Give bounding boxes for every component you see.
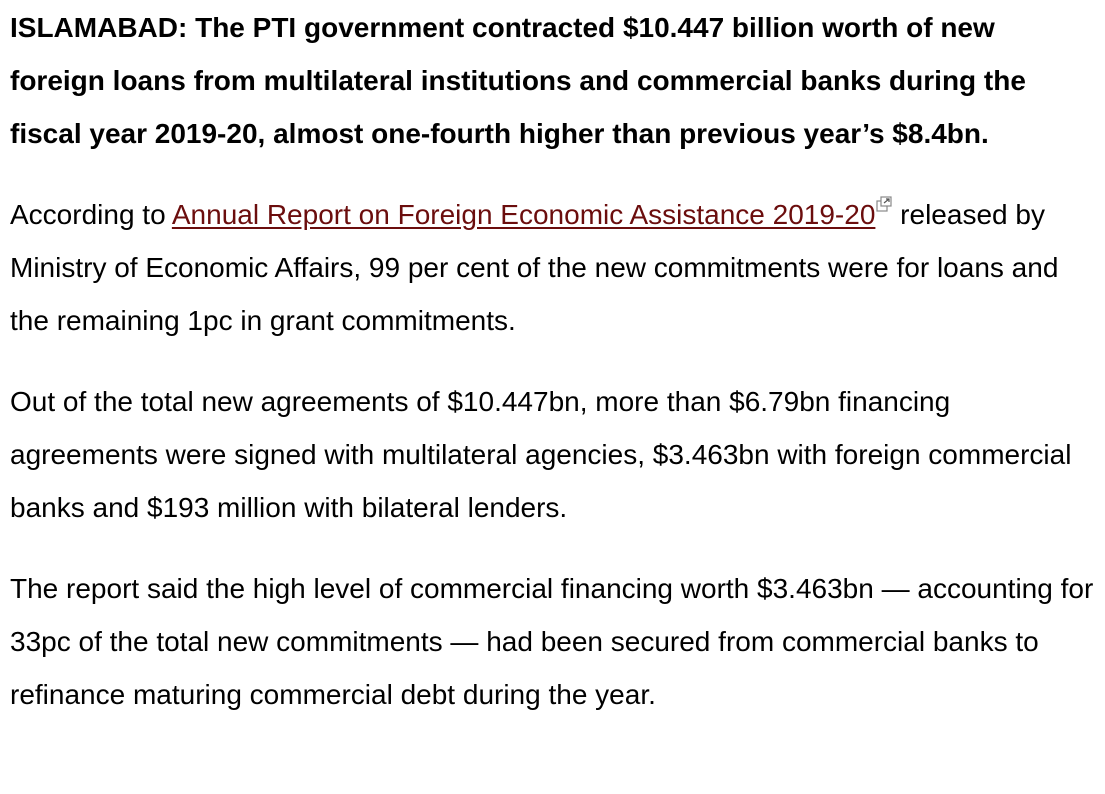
annual-report-link[interactable]: Annual Report on Foreign Economic Assistance 2019-20 xyxy=(171,199,876,230)
article-paragraph-2: Out of the total new agreements of $10.447bn, more than $6.79bn financing agreements were signed with multilateral agencies, $3.463bn with foreign commercial banks and $193 million with bilateral lenders. xyxy=(10,386,1072,523)
external-link-icon[interactable] xyxy=(876,196,892,212)
article-paragraph-1 xyxy=(10,188,1095,347)
article-paragraph-3: The report said the high level of commercial financing worth $3.463bn — accounting for 33pc of the total new commitments — had been secured from commercial banks to refinance maturing commercial debt during the year. xyxy=(10,573,1094,710)
article-body xyxy=(0,1,1105,721)
paragraph-text: According to xyxy=(10,199,172,230)
article-lead: ISLAMABAD: The PTI government contracted $10.447 billion worth of new foreign loans from multilateral institutions and commercial banks during the fiscal year 2019-20, almost one-fourth higher than previous year’s $8.4bn. xyxy=(10,12,1026,149)
paragraph-text: released by Ministry of Economic Affairs, 99 per cent of the new commitments were for loans and the remaining 1pc in grant commitments. xyxy=(10,199,1059,336)
